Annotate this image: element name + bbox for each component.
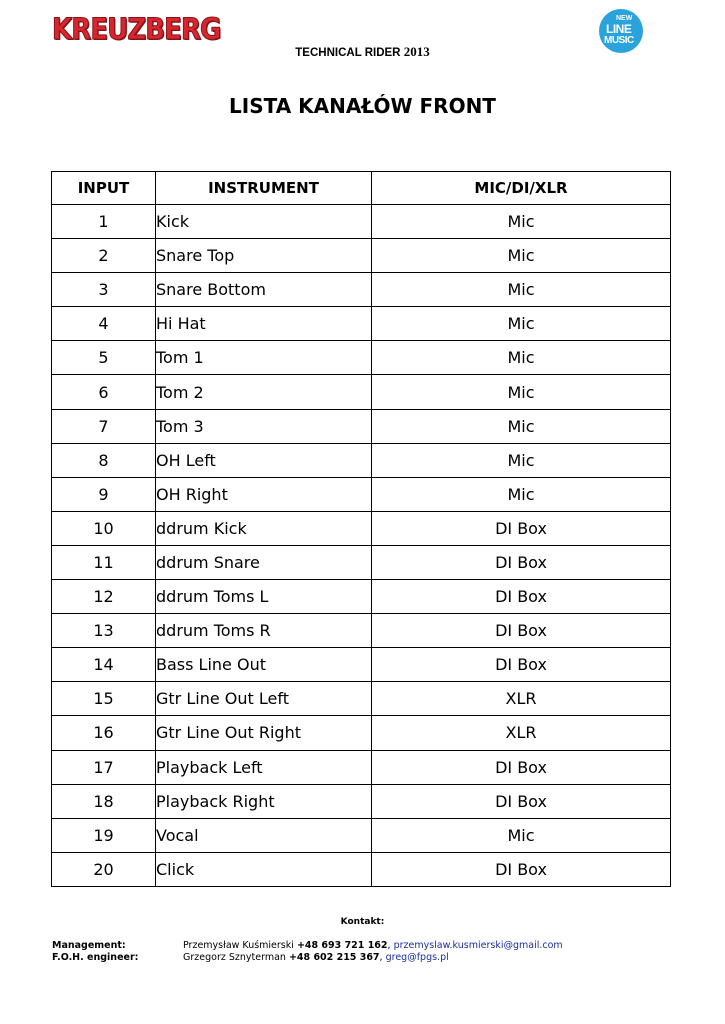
cell-input: 6 — [52, 375, 156, 409]
cell-source: DI Box — [372, 852, 671, 886]
table-row — [52, 511, 671, 545]
cell-instrument: Tom 3 — [156, 409, 372, 443]
cell-instrument: ddrum Snare — [156, 545, 372, 579]
band-logo: KREUZBERG — [52, 12, 221, 46]
channel-list-table — [51, 171, 671, 887]
logo-text-line: LINE — [606, 22, 632, 36]
cell-instrument: Vocal — [156, 818, 372, 852]
cell-source: Mic — [372, 443, 671, 477]
table-row — [52, 614, 671, 648]
cell-source: Mic — [372, 307, 671, 341]
cell-source: Mic — [372, 409, 671, 443]
cell-input: 4 — [52, 307, 156, 341]
cell-instrument: Kick — [156, 205, 372, 239]
cell-source: Mic — [372, 477, 671, 511]
cell-source: DI Box — [372, 545, 671, 579]
contact-phone: +48 693 721 162 — [296, 940, 388, 951]
contact-role: Management: — [52, 940, 126, 951]
contact-heading: Kontakt: — [340, 917, 385, 927]
contact-email-link[interactable]: przemyslaw.kusmierski@gmail.com — [393, 940, 563, 951]
cell-source: DI Box — [372, 580, 671, 614]
table-row — [52, 205, 671, 239]
table-row — [52, 682, 671, 716]
cell-input: 13 — [52, 614, 156, 648]
table-row — [52, 784, 671, 818]
cell-source: Mic — [372, 205, 671, 239]
cell-source: DI Box — [372, 511, 671, 545]
cell-source: DI Box — [372, 614, 671, 648]
page-title: LISTA KANAŁÓW FRONT — [229, 94, 496, 118]
cell-input: 7 — [52, 409, 156, 443]
cell-input: 11 — [52, 545, 156, 579]
table-row — [52, 750, 671, 784]
table-row — [52, 239, 671, 273]
table-row — [52, 375, 671, 409]
cell-source: XLR — [372, 682, 671, 716]
subtitle-text: TECHNICAL RIDER — [295, 47, 401, 59]
cell-input: 5 — [52, 341, 156, 375]
cell-source: Mic — [372, 239, 671, 273]
table-row — [52, 477, 671, 511]
logo-text-new: NEW — [616, 15, 633, 22]
cell-input: 8 — [52, 443, 156, 477]
cell-input: 19 — [52, 818, 156, 852]
cell-source: DI Box — [372, 784, 671, 818]
cell-instrument: Hi Hat — [156, 307, 372, 341]
contact-name: Grzegorz Sznyterman — [183, 952, 286, 963]
table-row — [52, 409, 671, 443]
cell-input: 1 — [52, 205, 156, 239]
cell-instrument: ddrum Toms L — [156, 580, 372, 614]
cell-input: 17 — [52, 750, 156, 784]
cell-instrument: Gtr Line Out Left — [156, 682, 372, 716]
table-row — [52, 818, 671, 852]
cell-source: XLR — [372, 716, 671, 750]
cell-instrument: OH Right — [156, 477, 372, 511]
contact-role: F.O.H. engineer: — [52, 952, 139, 963]
table-row — [52, 716, 671, 750]
cell-input: 3 — [52, 273, 156, 307]
cell-instrument: OH Left — [156, 443, 372, 477]
table-row — [52, 443, 671, 477]
cell-source: Mic — [372, 273, 671, 307]
column-header-input: INPUT — [52, 172, 156, 205]
column-header-source: MIC/DI/XLR — [372, 172, 671, 205]
contact-details: Grzegorz Sznyterman +48 602 215 367, greg@fpgs.pl — [183, 952, 449, 963]
cell-input: 15 — [52, 682, 156, 716]
cell-instrument: ddrum Kick — [156, 511, 372, 545]
cell-instrument: Snare Top — [156, 239, 372, 273]
cell-source: Mic — [372, 341, 671, 375]
cell-instrument: Click — [156, 852, 372, 886]
table-row — [52, 852, 671, 886]
cell-instrument: Tom 2 — [156, 375, 372, 409]
cell-source: DI Box — [372, 648, 671, 682]
cell-instrument: Gtr Line Out Right — [156, 716, 372, 750]
table-header-row — [52, 172, 671, 205]
cell-input: 14 — [52, 648, 156, 682]
table-row — [52, 545, 671, 579]
subtitle-year: 2013 — [403, 44, 430, 59]
cell-input: 20 — [52, 852, 156, 886]
cell-source: DI Box — [372, 750, 671, 784]
cell-source: Mic — [372, 375, 671, 409]
cell-input: 18 — [52, 784, 156, 818]
cell-instrument: Playback Left — [156, 750, 372, 784]
cell-instrument: Tom 1 — [156, 341, 372, 375]
cell-input: 12 — [52, 580, 156, 614]
cell-input: 10 — [52, 511, 156, 545]
new-line-music-logo — [599, 9, 643, 53]
table-row — [52, 341, 671, 375]
cell-input: 2 — [52, 239, 156, 273]
column-header-instrument: INSTRUMENT — [156, 172, 372, 205]
cell-instrument: Snare Bottom — [156, 273, 372, 307]
contact-name: Przemysław Kuśmierski — [183, 940, 294, 951]
cell-instrument: ddrum Toms R — [156, 614, 372, 648]
cell-instrument: Playback Right — [156, 784, 372, 818]
cell-source: Mic — [372, 818, 671, 852]
cell-instrument: Bass Line Out — [156, 648, 372, 682]
cell-input: 16 — [52, 716, 156, 750]
contact-details: Przemysław Kuśmierski +48 693 721 162, przemyslaw.kusmierski@gmail.com — [183, 940, 563, 951]
table-row — [52, 273, 671, 307]
contact-phone: +48 602 215 367 — [288, 952, 380, 963]
contact-email-link[interactable]: greg@fpgs.pl — [385, 952, 449, 963]
table-row — [52, 648, 671, 682]
cell-input: 9 — [52, 477, 156, 511]
table-row — [52, 307, 671, 341]
logo-text-music: MUSIC — [604, 35, 634, 46]
table-row — [52, 580, 671, 614]
